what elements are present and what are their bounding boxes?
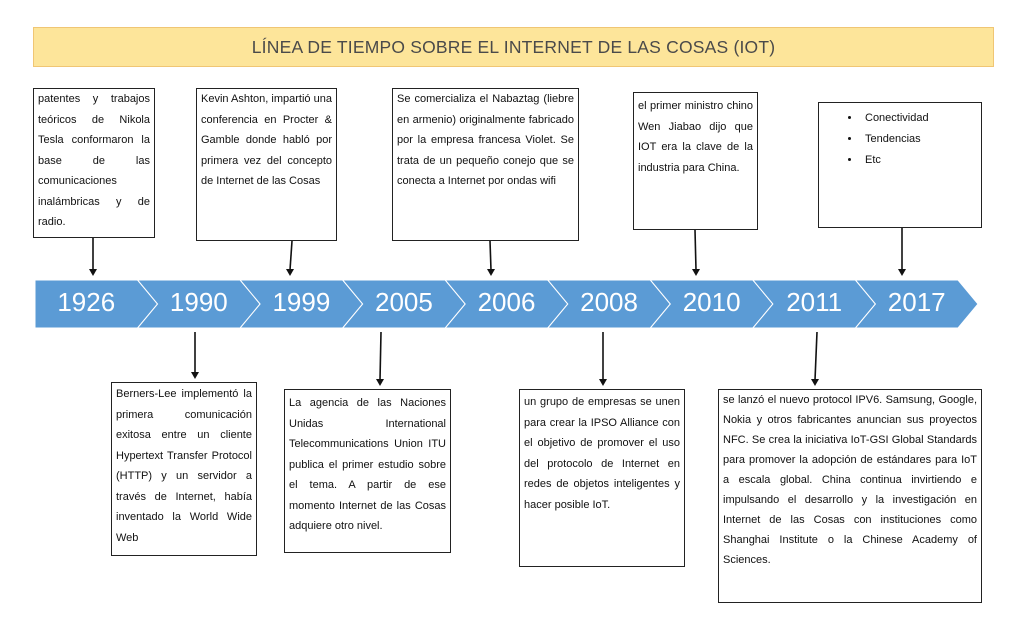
topic-item: • Etc — [861, 150, 977, 171]
event-box-2005: La agencia de las Naciones Unidas International Telecommunications Union ITU publica el primer estudio sobre el tema. A partir de ese momento Internet de las Cosas adquiere otro nivel. — [284, 389, 451, 553]
year-label-2010: 2010 — [682, 286, 741, 317]
arrowhead-icon — [376, 379, 384, 386]
arrowhead-icon — [487, 269, 495, 276]
arrowhead-icon — [191, 372, 199, 379]
event-box-2011: se lanzó el nuevo protocol IPV6. Samsung, Google, Nokia y otros fabricantes anuncian sus proyectos NFC. Se crea la iniciativa IoT-GSI Global Standards para promover la adopción de estándares para IoT a escala global. China continua invirtiendo e impulsando el desarrollo y la investigación en Internet de las Cosas con instituciones como Shanghai Institute o la Chinese Academy of Sciences. — [718, 389, 982, 603]
event-box-1999: Kevin Ashton, impartió una conferencia en Procter & Gamble donde habló por primera vez del concepto de Internet de las Cosas — [196, 88, 337, 241]
arrowhead-icon — [811, 379, 819, 386]
connector-arrow-2011 — [815, 332, 817, 380]
connector-arrow-2010 — [695, 230, 696, 270]
timeline-title: LÍNEA DE TIEMPO SOBRE EL INTERNET DE LAS COSAS (IOT) — [33, 27, 994, 67]
arrowhead-icon — [898, 269, 906, 276]
topic-item: • Tendencias — [861, 129, 977, 150]
event-box-1990: Berners-Lee implementó la primera comunicación exitosa entre un cliente Hypertext Transfer Protocol (HTTP) y un servidor a través de Internet, había inventado la World Wide Web — [111, 382, 257, 556]
year-label-2005: 2005 — [375, 286, 433, 317]
arrowhead-icon — [89, 269, 97, 276]
year-label-2017: 2017 — [887, 286, 946, 317]
year-label-2006: 2006 — [477, 286, 536, 317]
connector-arrow-1999 — [290, 241, 292, 270]
year-label-2008: 2008 — [580, 286, 638, 317]
year-label-1926: 1926 — [57, 286, 116, 317]
arrowhead-icon — [286, 269, 294, 276]
year-label-2011: 2011 — [786, 286, 843, 317]
year-label-1990: 1990 — [169, 286, 228, 317]
event-box-1926: patentes y trabajos teóricos de Nikola Tesla conformaron la base de las comunicaciones inalámbricas y de radio. — [33, 88, 155, 238]
connector-arrow-2006 — [490, 241, 491, 270]
event-box-2008: un grupo de empresas se unen para crear la IPSO Alliance con el objetivo de promover el uso del protocolo de Internet en redes de objetos inteligentes y hacer posible IoT. — [519, 389, 685, 567]
event-box-2006: Se comercializa el Nabaztag (liebre en armenio) originalmente fabricado por la empresa francesa Violet. Se trata de un pequeño conejo que se conecta a Internet por ondas wifi — [392, 88, 579, 241]
event-box-2010: el primer ministro chino Wen Jiabao dijo que IOT era la clave de la industria para China. — [633, 92, 758, 230]
arrowhead-icon — [599, 379, 607, 386]
year-label-1999: 1999 — [272, 286, 331, 317]
connector-arrow-2005 — [380, 332, 381, 380]
topic-item: • Conectividad — [861, 108, 977, 129]
arrowhead-icon — [692, 269, 700, 276]
